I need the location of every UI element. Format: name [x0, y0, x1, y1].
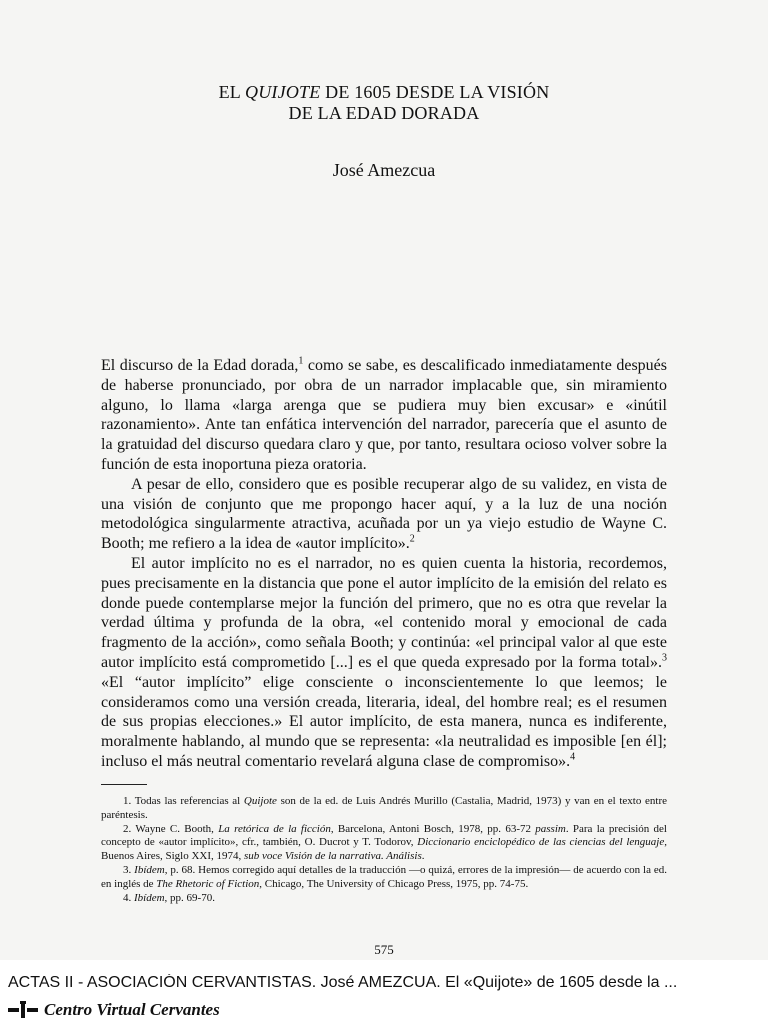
footnote-ref-4[interactable]: 4 [570, 751, 576, 763]
paragraph-1: El discurso de la Edad dorada,$^1$ como se sabe, es descalificado inmediatamente después de haberse pronunciado, por obra de un narrador implacable que, sin miramiento alguno, lo llama «larga arenga que se pudiera muy bien excusar» e «inútil razonamiento». Ante tan enfática intervención del narrador, parecería que el asunto de la gratuidad del discurso quedara claro y que, por tanto, resultara ocioso volver sobre la función de esta inoportuna pieza oratoria. [101, 355, 667, 473]
footnote-1: 1. Todas las referencias al Quijote son de la ed. de Luis Andrés Murillo (Castalia, Madrid, 1973) y van en el texto entre paréntesis. [101, 795, 668, 821]
footnote-ref-1[interactable]: 1 [298, 355, 304, 367]
footnote-ref-2[interactable]: 2 [409, 533, 415, 545]
footnote-2: 2. Wayne C. Booth, La retórica de la ficción, Barcelona, Antoni Bosch, 1978, pp. 63-72 passim. Para la precisión del concepto de «autor implícito», cfr., también, O. Ducrot y T. Todorov, Diccionario enciclopédico de las ciencias del lenguaje, Buenos Aires, Siglo XXI, 1974, sub voce Visión de la narrativa. Análisis. [101, 822, 667, 863]
footnote-3: 3. Ibídem, p. 68. Hemos corregido aquí detalles de la traducción —o quizá, errores de la impresión— de acuerdo con la ed. en inglés de The Rhetoric of Fiction, Chicago, The University of Chicago Press, 1975, pp. 74-75. [101, 863, 668, 890]
footnote-ref-3[interactable]: 3 [662, 652, 667, 664]
article-body [101, 356, 667, 772]
title-line-2: DE LA EDAD DORADA [288, 103, 480, 123]
footnotes [101, 795, 667, 905]
cvc-brand-text: Centro Virtual Cervantes [44, 1000, 220, 1019]
page-number: 575 [374, 942, 394, 957]
cvc-logo[interactable] [8, 999, 220, 1021]
footnote-4: 4. Ibídem, pp. 69-70. [123, 891, 215, 904]
article-title [0, 82, 768, 124]
paragraph-3: El autor implícito no es el narrador, no es quien cuenta la historia, recordemos, pues precisamente en la distancia que pone el autor implícito de la emisión del relato es donde puede contemplarse mejor la función del primero, que no es otra que revelar la verdad última y profunda de la obra, «el contenido moral y emocional de cada fragmento de la acción», como señala Booth; y continúa: «el principal valor al que este autor implícito está comprometido [...] es el que queda expresado por la forma total».$^3$ «El “autor implícito” elige consciente o inconscientemente lo que leemos; le consideramos como una versión creada, literaria, ideal, del hombre real; es el resumen de sus propias elecciones.» El autor implícito, de esta manera, nunca es indiferente, moralmente hablando, al mundo que se representa: «la neutralidad es imposible [en él]; incluso el más neutral comentario revelará alguna clase de compromiso».$^4$ [101, 554, 667, 770]
title-line-1: EL QUIJOTE DE 1605 DESDE LA VISIÓN [218, 82, 550, 102]
footnote-divider [101, 784, 147, 785]
title-italic-quijote: QUIJOTE [245, 82, 321, 102]
article-author: José Amezcua [332, 160, 436, 180]
citation-footer[interactable]: ACTAS II - ASOCIACIÓN CERVANTISTAS. José AMEZCUA. El «Quijote» de 1605 desde la ... [8, 974, 678, 991]
paragraph-2: A pesar de ello, considero que es posible recuperar algo de su validez, en vista de una visión de conjunto que me propongo hacer aquí, y a la luz de una noción metodológica singularmente atractiva, acuñada por un ya viejo estudio de Wayne C. Booth; me refiero a la idea de «autor implícito».$^2$ [101, 475, 667, 553]
cvc-logo-icon [8, 1001, 38, 1019]
